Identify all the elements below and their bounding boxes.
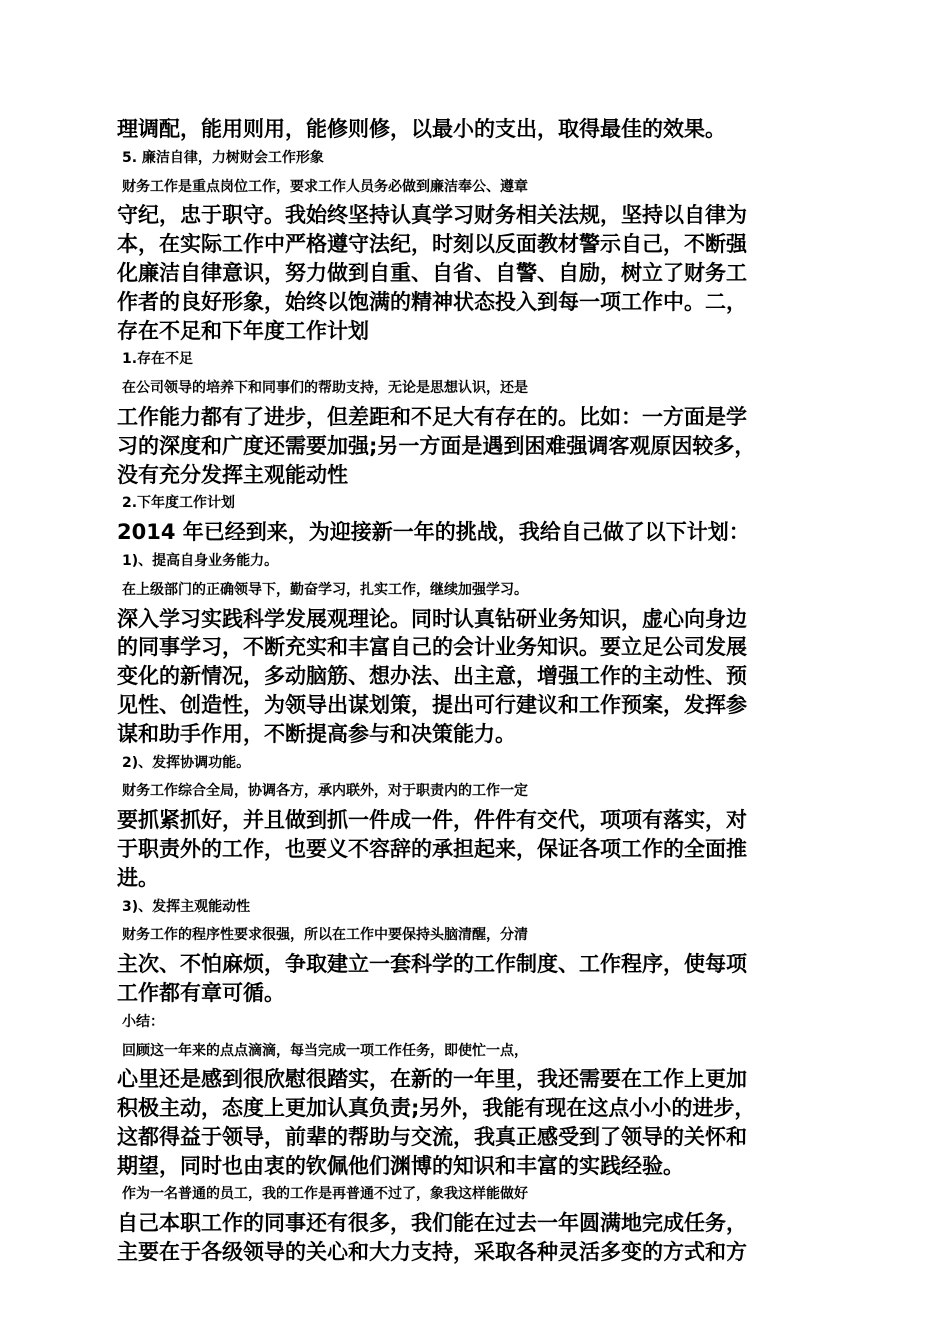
text-line: 2)、发挥协调功能。 (122, 754, 251, 771)
text-line: 习的深度和广度还需要加强;另一方面是遇到困难强调客观原因较多， (117, 433, 756, 458)
text-line: 3)、发挥主观能动性 (122, 898, 251, 915)
text-line: 要抓紧抓好，并且做到抓一件成一件，件件有交代，项项有落实，对 (117, 808, 747, 833)
text-line: 主次、不怕麻烦，争取建立一套科学的工作制度、工作程序，使每项 (117, 952, 747, 977)
text-line: 财务工作综合全局，协调各方，承内联外，对于职责内的工作一定 (122, 783, 528, 800)
text-line: 存在不足和下年度工作计划 (117, 318, 369, 343)
text-line: 于职责外的工作，也要义不容辞的承担起来，保证各项工作的全面推 (117, 836, 747, 861)
text-line: 自己本职工作的同事还有很多，我们能在过去一年圆满地完成任务， (117, 1211, 747, 1236)
text-line: 工作都有章可循。 (117, 980, 285, 1005)
text-line: 本，在实际工作中严格遵守法纪，时刻以反面教材警示自己，不断强 (117, 232, 747, 257)
text-line: 期望，同时也由衷的钦佩他们渊博的知识和丰富的实践经验。 (117, 1153, 684, 1178)
text-line: 的同事学习，不断充实和丰富自己的会计业务知识。要立足公司发展 (117, 635, 747, 660)
text-line: 作为一名普通的员工，我的工作是再普通不过了，象我这样能做好 (122, 1186, 528, 1203)
text-line: 2.下年度工作计划 (122, 495, 236, 512)
text-line: 在上级部门的正确领导下，勤奋学习，扎实工作，继续加强学习。 (122, 581, 528, 598)
text-line: 小结： (122, 1013, 164, 1030)
text-line: 化廉洁自律意识，努力做到自重、自省、自警、自励，树立了财务工 (117, 260, 747, 285)
text-line: 财务工作的程序性要求很强，所以在工作中要保持头脑清醒，分清 (122, 927, 528, 944)
text-line: 5. 廉洁自律，力树财会工作形象 (122, 149, 324, 166)
text-line: 谋和助手作用，不断提高参与和决策能力。 (117, 721, 516, 746)
text-line: 心里还是感到很欣慰很踏实，在新的一年里，我还需要在工作上更加 (117, 1067, 747, 1092)
text-line: 2014 年已经到来，为迎接新一年的挑战，我给自己做了以下计划： (117, 520, 750, 545)
text-line: 1.存在不足 (122, 351, 194, 368)
text-line: 变化的新情况，多动脑筋、想办法、出主意，增强工作的主动性、预 (117, 664, 747, 689)
text-line: 深入学习实践科学发展观理论。同时认真钻研业务知识，虚心向身边 (117, 606, 747, 631)
text-line: 守纪，忠于职守。我始终坚持认真学习财务相关法规，坚持以自律为 (117, 203, 747, 228)
text-line: 工作能力都有了进步，但差距和不足大有存在的。比如：一方面是学 (117, 404, 747, 429)
text-line: 回顾这一年来的点点滴滴，每当完成一项工作任务，即使忙一点， (122, 1042, 528, 1059)
text-line: 这都得益于领导，前辈的帮助与交流，我真正感受到了领导的关怀和 (117, 1124, 747, 1149)
text-line: 积极主动，态度上更加认真负责;另外，我能有现在这点小小的进步， (117, 1096, 756, 1121)
text-line: 进。 (117, 865, 159, 890)
text-line: 在公司领导的培养下和同事们的帮助支持，无论是思想认识，还是 (122, 380, 528, 397)
text-line: 没有充分发挥主观能动性 (117, 462, 348, 487)
text-line: 理调配，能用则用，能修则修，以最小的支出，取得最佳的效果。 (117, 117, 726, 141)
text-line: 见性、创造性，为领导出谋划策，提出可行建议和工作预案，发挥参 (117, 692, 747, 717)
text-line: 1)、提高自身业务能力。 (122, 552, 279, 569)
text-line: 财务工作是重点岗位工作，要求工作人员务必做到廉洁奉公、遵章 (122, 178, 528, 195)
text-line: 作者的良好形象，始终以饱满的精神状态投入到每一项工作中。二， (117, 289, 747, 314)
document-body (117, 115, 837, 1267)
text-line: 主要在于各级领导的关心和大力支持，采取各种灵活多变的方式和方 (117, 1240, 747, 1265)
